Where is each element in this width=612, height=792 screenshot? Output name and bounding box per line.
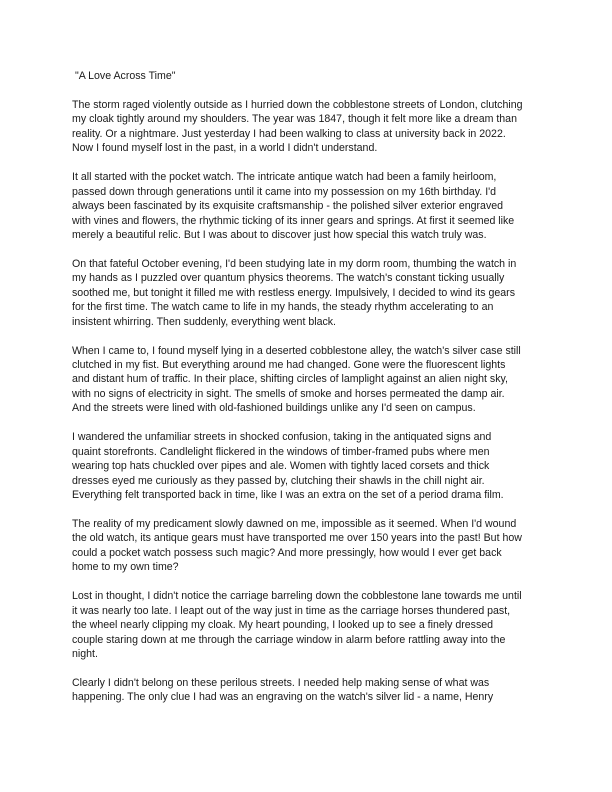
text-line: happening. The only clue I had was an engraving on the watch's silver lid - a name, Henry (72, 691, 494, 704)
text-line: passed down through generations until it came into my possession on my 16th birthday. I'd (72, 185, 497, 198)
text-line: wearing top hats chuckled over pipes and ale. Women with tightly laced corsets and thick (72, 460, 490, 473)
text-line: quaint storefronts. Candlelight flickered in the windows of timber-framed pubs where men (72, 445, 490, 458)
text-line: The reality of my predicament slowly dawned on me, impossible as it seemed. When I'd wound (72, 517, 517, 530)
paragraph (72, 589, 552, 661)
text-line: insistent whirring. Then suddenly, everything went black. (72, 315, 337, 328)
text-line: for the first time. The watch came to life in my hands, the steady rhythm accelerating to an (72, 301, 494, 314)
text-line: reality. Or a nightmare. Just yesterday I had been walking to class at university back in 2022. (72, 127, 506, 140)
text-line: merely a beautiful relic. But I was about to discover just how special this watch truly was. (72, 228, 487, 241)
text-line: And the streets were lined with old-fashioned buildings unlike any I'd seen on campus. (72, 402, 476, 415)
text-line: Clearly I didn't belong on these perilous streets. I needed help making sense of what was (72, 676, 490, 689)
document-page (72, 69, 552, 719)
paragraph (72, 676, 552, 705)
text-line: the old watch, its antique gears must have transported me over 150 years into the past! But how (72, 532, 522, 545)
text-line: with vines and flowers, the rhythmic ticking of its inner gears and springs. At first it seemed like (72, 214, 515, 227)
text-line: When I came to, I found myself lying in a deserted cobblestone alley, the watch's silver case still (72, 344, 521, 357)
text-line: On that fateful October evening, I'd been studying late in my dorm room, thumbing the watch in (72, 257, 517, 270)
text-line: clutched in my fist. But everything around me had changed. Gone were the fluorescent lights (72, 359, 506, 371)
text-line: I wandered the unfamiliar streets in shocked confusion, taking in the antiquated signs and (72, 431, 492, 444)
text-line: with no signs of electricity in sight. The smells of smoke and horses permeated the damp air. (72, 387, 505, 400)
text-line: dresses eyed me curiously as they passed by, clutching their shawls in the chill night air. (72, 474, 485, 487)
paragraph (72, 98, 552, 156)
paragraph (72, 430, 552, 502)
text-line: Now I found myself lost in the past, in a world I didn't understand. (72, 142, 378, 155)
text-line: night. (72, 648, 98, 661)
text-line: could a pocket watch possess such magic? And more pressingly, how would I ever get back (72, 546, 502, 559)
text-line: the wheel nearly clipping my cloak. My heart pounding, I looked up to see a finely dressed (72, 619, 494, 632)
text-line: Everything felt transported back in time, like I was an extra on the set of a period drama film. (72, 489, 504, 502)
text-line: my cloak tightly around my shoulders. The year was 1847, though it felt more like a dream than (72, 113, 517, 126)
text-line: It all started with the pocket watch. The intricate antique watch had been a family heirloom, (72, 171, 497, 184)
text-line: and distant hum of traffic. In their place, shifting circles of lamplight against an alien night sky, (72, 373, 508, 386)
text-line: soothed me, but tonight it filled me with restless energy. Impulsively, I decided to wind its gears (72, 286, 515, 299)
document-body (72, 98, 552, 705)
text-line: always been fascinated by its exquisite craftsmanship - the polished silver exterior engraved (72, 200, 504, 213)
text-line: my hands as I puzzled over quantum physics theorems. The watch's constant ticking usually (72, 272, 505, 285)
paragraph (72, 170, 552, 242)
text-line: couple staring down at me through the carriage window in alarm before rattling away into the (72, 633, 506, 646)
text-line: home to my own time? (72, 561, 179, 574)
text-line: The storm raged violently outside as I hurried down the cobblestone streets of London, clutching (72, 98, 523, 111)
paragraph (72, 517, 552, 575)
document-title: "A Love Across Time" (72, 70, 176, 82)
paragraph (72, 344, 552, 416)
text-line: Lost in thought, I didn't notice the carriage barreling down the cobblestone lane towards me until (72, 590, 522, 603)
text-line: it was nearly too late. I leapt out of the way just in time as the carriage horses thundered past, (72, 604, 511, 617)
paragraph (72, 257, 552, 329)
